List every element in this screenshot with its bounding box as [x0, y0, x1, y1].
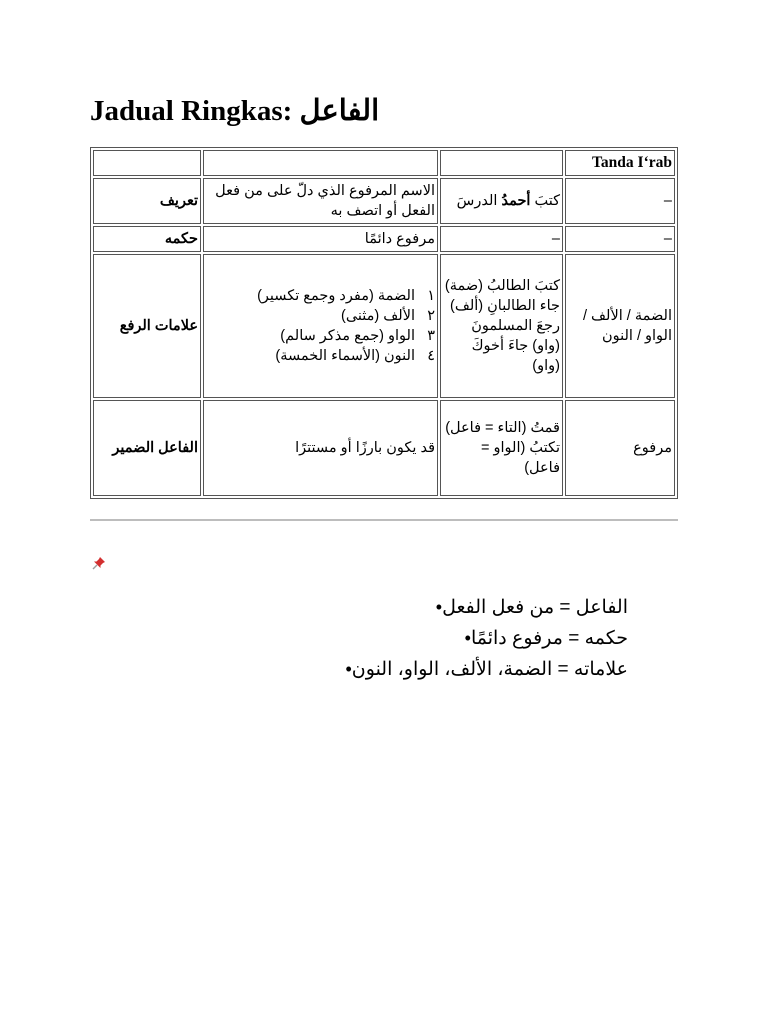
- list-item: ١ الضمة (مفرد وجمع تكسير): [257, 288, 435, 304]
- pronoun-cell: قد يكون بارزًا أو مستترًا: [203, 400, 438, 496]
- list-item: حكمه = مرفوع دائمًا•: [464, 628, 628, 649]
- marks-list: [206, 286, 435, 366]
- ruling-cell: مرفوع دائمًا: [203, 226, 438, 252]
- table-row: [93, 254, 675, 398]
- list-item: ٢ الألف (مثنى): [340, 308, 435, 324]
- row-label: حكمه: [93, 226, 201, 252]
- example-cell: كتبَ أحمدُ الدرسَ: [440, 178, 563, 224]
- header-cell-tanda: [565, 150, 675, 176]
- header-cell: [440, 150, 563, 176]
- row-label: علامات الرفع: [93, 254, 201, 398]
- table-row: [93, 400, 675, 496]
- list-item: الفاعل = من فعل الفعل•: [435, 597, 628, 618]
- example-cell: قمتُ (التاء = فاعل) تكتبُ (الواو = فاعل): [440, 400, 563, 496]
- marks-list-cell: [203, 254, 438, 398]
- irab-cell: مرفوع: [565, 400, 675, 496]
- tanda-irab-label: Tanda I‘rab: [592, 154, 672, 171]
- example-cell: كتبَ الطالبُ (ضمة) جاء الطالبانِ (ألف) رجعَ المسلمونَ (واو) جاءَ أخوكَ (واو): [440, 254, 563, 398]
- irab-cell: –: [565, 178, 675, 224]
- summary-table: [90, 147, 678, 499]
- row-label: الفاعل الضمير: [93, 400, 201, 496]
- table-row: [93, 226, 675, 252]
- list-item: ٣ الواو (جمع مذكر سالم): [280, 328, 435, 344]
- definition-cell: الاسم المرفوع الذي دلّ على من فعل الفعل أو اتصف به: [203, 178, 438, 224]
- irab-cell: –: [565, 226, 675, 252]
- summary-notes: [333, 592, 628, 685]
- section-divider: [90, 519, 678, 521]
- table-row: [93, 178, 675, 224]
- table-row: [93, 150, 675, 176]
- example-cell: –: [440, 226, 563, 252]
- header-cell: [93, 150, 201, 176]
- pushpin-icon: [92, 556, 106, 570]
- irab-cell: الضمة / الألف / الواو / النون: [565, 254, 675, 398]
- row-label: تعريف: [93, 178, 201, 224]
- page-title: Jadual Ringkas: الفاعل: [90, 95, 380, 127]
- example-bold: أحمدُ: [501, 193, 531, 209]
- header-cell: [203, 150, 438, 176]
- list-item: علاماته = الضمة، الألف، الواو، النون•: [345, 659, 628, 680]
- list-item: ٤ النون (الأسماء الخمسة): [275, 348, 435, 364]
